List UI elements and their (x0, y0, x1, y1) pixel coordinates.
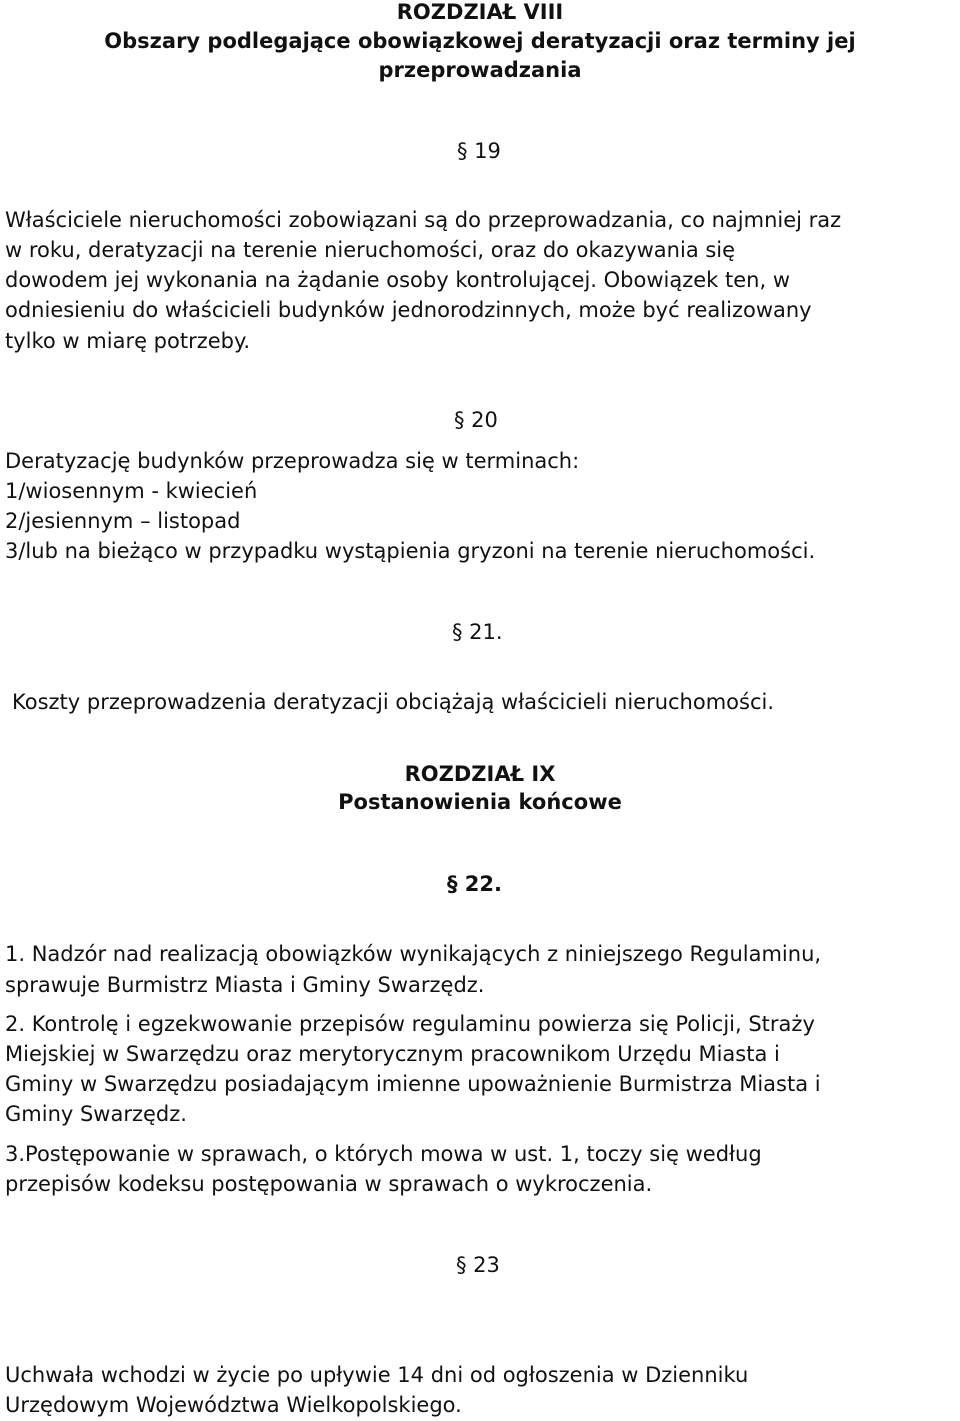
paragraph-22-item-2-line-1: 2. Kontrolę i egzekwowanie przepisów regulaminu powierza się Policji, Straży (5, 1012, 815, 1036)
paragraph-22-item-3-line-1: 3.Postępowanie w sprawach, o których mowa w ust. 1, toczy się według (5, 1142, 762, 1166)
paragraph-23-line-2: Urzędowym Województwa Wielkopolskiego. (5, 1393, 462, 1417)
paragraph-21-text: Koszty przeprowadzenia deratyzacji obciążają właścicieli nieruchomości. (12, 690, 775, 714)
paragraph-22-item-2-line-3: Gminy w Swarzędzu posiadającym imienne upoważnienie Burmistrza Miasta i (5, 1072, 821, 1096)
paragraph-20-line-3: 2/jesiennym – listopad (5, 509, 241, 533)
paragraph-19-line-5: tylko w miarę potrzeby. (5, 329, 251, 353)
paragraph-20-line-2: 1/wiosennym - kwiecień (5, 479, 258, 503)
paragraph-20-line-4: 3/lub na bieżąco w przypadku wystąpienia gryzoni na terenie nieruchomości. (5, 539, 816, 563)
paragraph-20-number: § 20 (454, 408, 498, 432)
paragraph-21-number: § 21. (452, 620, 503, 644)
chapter-8-title-line-2: przeprowadzania (378, 58, 582, 82)
paragraph-22-item-1-line-2: sprawuje Burmistrz Miasta i Gminy Swarzędz. (5, 973, 485, 997)
paragraph-22-number: § 22. (447, 872, 503, 896)
chapter-8-heading: ROZDZIAŁ VIII (396, 0, 564, 24)
paragraph-22-item-2-line-2: Miejskiej w Swarzędzu oraz merytorycznym pracownikom Urzędu Miasta i (5, 1042, 780, 1066)
paragraph-22-item-1-line-1: 1. Nadzór nad realizacją obowiązków wynikających z niniejszego Regulaminu, (5, 942, 822, 966)
paragraph-22-item-3-line-2: przepisów kodeksu postępowania w sprawach o wykroczenia. (5, 1172, 653, 1196)
paragraph-19-number: § 19 (457, 139, 501, 163)
chapter-8-title-line-1: Obszary podlegające obowiązkowej deratyzacji oraz terminy jej (104, 29, 856, 53)
paragraph-19-line-4: odniesieniu do właścicieli budynków jednorodzinnych, może być realizowany (5, 298, 812, 322)
paragraph-20-line-1: Deratyzację budynków przeprowadza się w terminach: (5, 449, 580, 473)
paragraph-23-number: § 23 (456, 1253, 500, 1277)
paragraph-19-line-3: dowodem jej wykonania na żądanie osoby kontrolującej. Obowiązek ten, w (5, 268, 791, 292)
paragraph-22-item-2-line-4: Gminy Swarzędz. (5, 1102, 187, 1126)
paragraph-19-line-1: Właściciele nieruchomości zobowiązani są do przeprowadzania, co najmniej raz (5, 208, 842, 232)
chapter-9-title: Postanowienia końcowe (338, 790, 622, 814)
paragraph-19-line-2: w roku, deratyzacji na terenie nieruchomości, oraz do okazywania się (5, 238, 736, 262)
chapter-9-heading: ROZDZIAŁ IX (404, 762, 556, 786)
paragraph-23-line-1: Uchwała wchodzi w życie po upływie 14 dni od ogłoszenia w Dzienniku (5, 1363, 749, 1387)
